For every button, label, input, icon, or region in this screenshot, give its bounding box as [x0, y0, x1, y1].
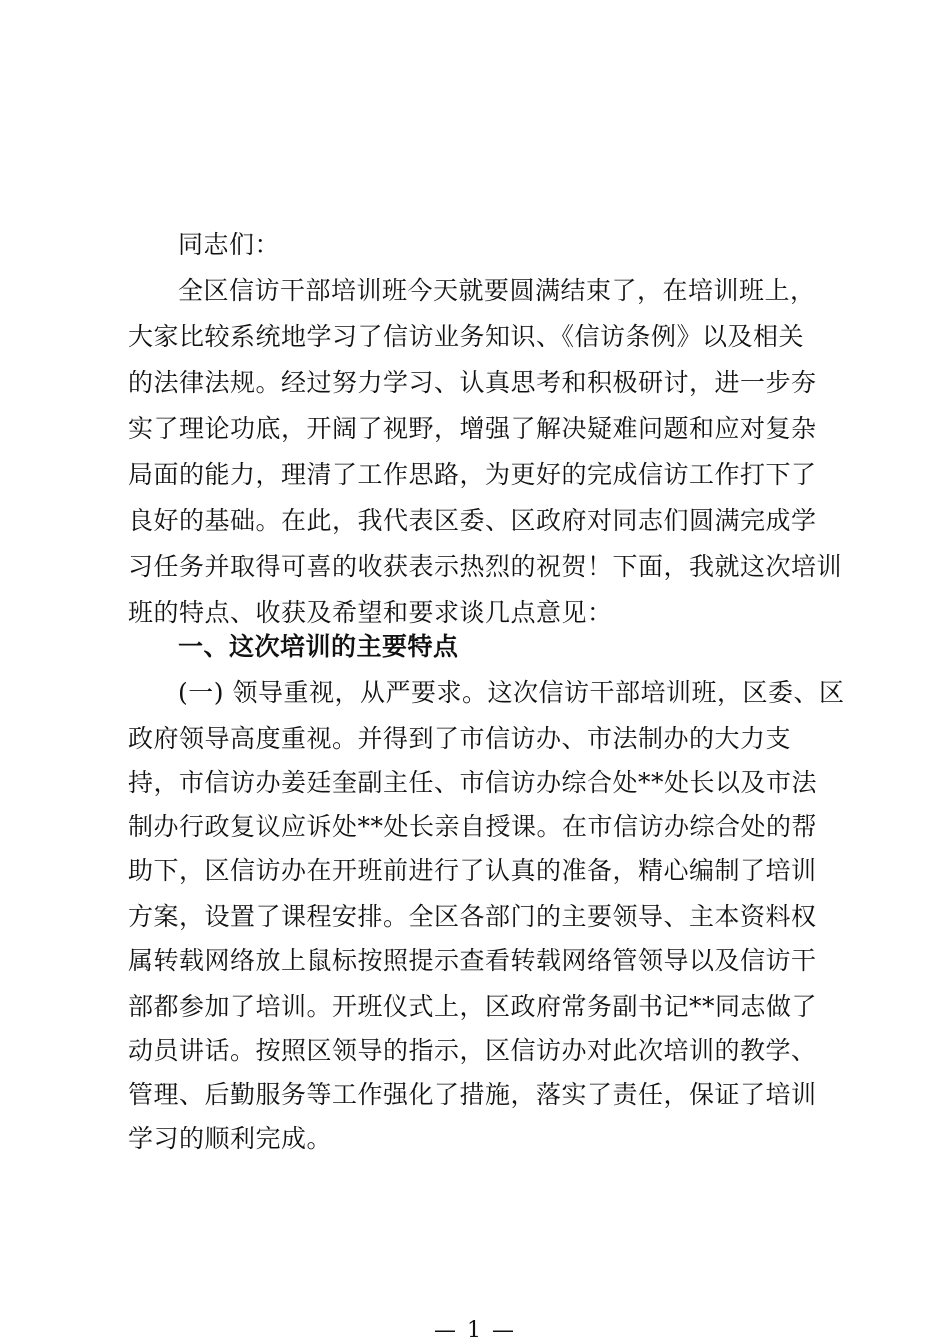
paragraph-line: 方案，设置了课程安排。全区各部门的主要领导、主本资料权 [128, 902, 817, 931]
paragraph-line: 全区信访干部培训班今天就要圆满结束了，在培训班上， [178, 276, 816, 305]
greeting: 同志们： [178, 230, 281, 259]
paragraph-line: 学习的顺利完成。 [128, 1124, 333, 1153]
paragraph-line: 属转载网络放上鼠标按照提示查看转载网络管领导以及信访干 [128, 946, 817, 975]
paragraph-line: 持，市信访办姜廷奎副主任、市信访办综合处**处长以及市法 [128, 768, 818, 797]
paragraph-line: 局面的能力，理清了工作思路，为更好的完成信访工作打下了 [128, 460, 817, 489]
paragraph-line: 实了理论功底，开阔了视野，增强了解决疑难问题和应对复杂 [128, 414, 817, 443]
paragraph-line: 管理、后勤服务等工作强化了措施，落实了责任，保证了培训 [128, 1080, 817, 1109]
paragraph-line: 大家比较系统地学习了信访业务知识、《信访条例》以及相关 [128, 322, 805, 351]
page-number: — 1 — [434, 1318, 516, 1343]
paragraph-line: 习任务并取得可喜的收获表示热烈的祝贺！下面，我就这次培训 [128, 552, 843, 581]
section-heading: 一、这次培训的主要特点 [178, 632, 459, 661]
paragraph-line: 制办行政复议应诉处**处长亲自授课。在市信访办综合处的帮 [128, 812, 818, 841]
paragraph-line: 班的特点、收获及希望和要求谈几点意见： [128, 598, 613, 627]
paragraph-line: 部都参加了培训。开班仪式上，区政府常务副书记**同志做了 [128, 992, 818, 1021]
paragraph-line: (一) 领导重视，从严要求。这次信访干部培训班，区委、区 [178, 678, 845, 707]
paragraph-line: 良好的基础。在此，我代表区委、区政府对同志们圆满完成学 [128, 506, 817, 535]
paragraph-line: 助下，区信访办在开班前进行了认真的准备，精心编制了培训 [128, 856, 817, 885]
paragraph-line: 的法律法规。经过努力学习、认真思考和积极研讨，进一步夯 [128, 368, 817, 397]
paragraph-line: 动员讲话。按照区领导的指示，区信访办对此次培训的教学、 [128, 1036, 817, 1065]
paragraph-line: 政府领导高度重视。并得到了市信访办、市法制办的大力支 [128, 724, 792, 753]
